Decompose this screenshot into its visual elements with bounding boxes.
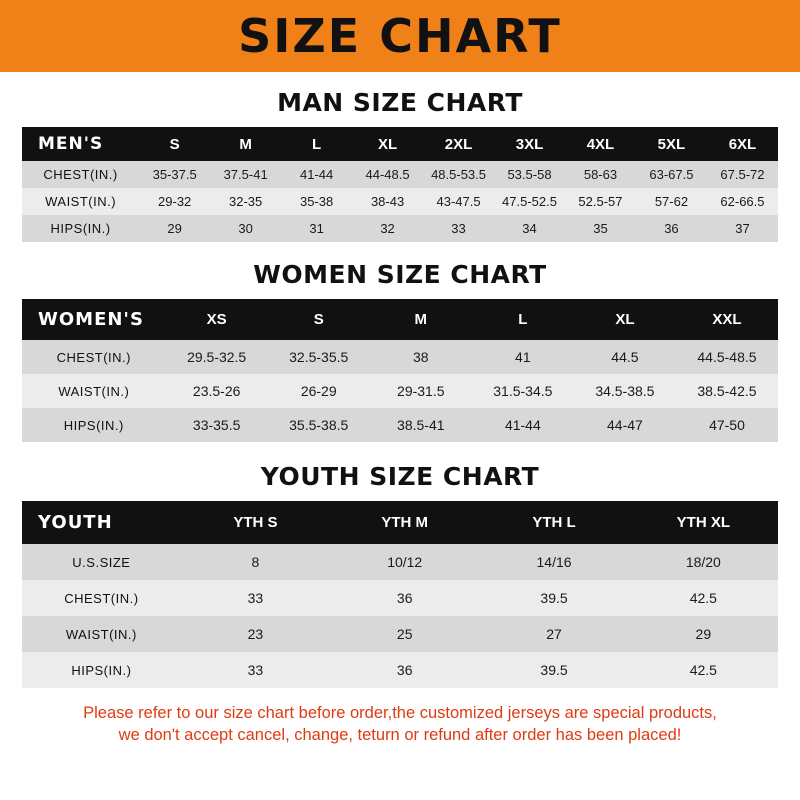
youth-table-head: [22, 501, 778, 544]
women-table-header-label: WOMEN'S: [38, 309, 144, 330]
women-table-body: [22, 340, 778, 442]
youth-cell: 25: [396, 626, 413, 642]
women-cell: 44-47: [607, 417, 643, 433]
table-row: [22, 616, 778, 652]
youth-cell: 39.5: [540, 590, 568, 606]
women-row-label: CHEST(IN.): [56, 349, 131, 365]
women-table-head: [22, 299, 778, 340]
man-cell: 33: [451, 221, 466, 236]
youth-cell: 27: [546, 626, 562, 642]
header-banner: [0, 0, 800, 72]
women-cell: 35.5-38.5: [289, 417, 349, 433]
youth-column-header: YTH S: [233, 514, 278, 531]
man-cell: 31: [309, 221, 324, 236]
women-cell: 44.5: [611, 349, 639, 365]
man-cell: 37.5-41: [223, 167, 268, 182]
women-column-header: XS: [206, 311, 227, 328]
women-section-title: WOMEN SIZE CHART: [253, 260, 547, 289]
youth-cell: 33: [247, 662, 264, 678]
man-column-header: S: [169, 135, 180, 153]
man-cell: 43-47.5: [436, 194, 481, 209]
youth-cell: 36: [396, 662, 413, 678]
man-cell: 35-37.5: [152, 167, 197, 182]
man-column-header: M: [239, 135, 252, 153]
women-cell: 34.5-38.5: [595, 383, 655, 399]
man-cell: 38-43: [370, 194, 405, 209]
women-column-header: L: [518, 311, 528, 328]
youth-row-label: CHEST(IN.): [64, 590, 139, 606]
youth-column-header: YTH XL: [676, 514, 731, 531]
man-cell: 63-67.5: [649, 167, 694, 182]
youth-cell: 42.5: [689, 662, 717, 678]
women-cell: 41: [515, 349, 531, 365]
women-column-header: M: [414, 311, 428, 328]
women-cell: 33-35.5: [192, 417, 241, 433]
youth-row-label: U.S.SIZE: [72, 554, 131, 570]
women-cell: 23.5-26: [192, 383, 241, 399]
youth-cell: 10/12: [387, 554, 423, 570]
youth-cell: 42.5: [689, 590, 717, 606]
youth-row-label: WAIST(IN.): [65, 626, 137, 642]
table-row: [22, 408, 778, 442]
man-cell: 34: [522, 221, 537, 236]
order-notice-line-1: Please refer to our size chart before order,the customized jerseys are special products,: [83, 704, 717, 722]
man-column-header: XL: [377, 135, 398, 153]
man-cell: 47.5-52.5: [502, 194, 557, 209]
man-column-header: 4XL: [586, 135, 615, 153]
man-table-head: [22, 127, 778, 161]
youth-size-table: [22, 501, 778, 688]
youth-cell: 14/16: [536, 554, 572, 570]
man-column-header: 6XL: [728, 135, 757, 153]
man-column-header: 3XL: [515, 135, 544, 153]
youth-table-header-label: YOUTH: [38, 512, 113, 533]
man-section-title: MAN SIZE CHART: [277, 88, 523, 117]
table-row: [22, 161, 778, 188]
man-size-table: [22, 127, 778, 242]
man-cell: 35-38: [299, 194, 334, 209]
man-cell: 57-62: [654, 194, 689, 209]
man-cell: 30: [238, 221, 253, 236]
women-cell: 38.5-42.5: [697, 383, 757, 399]
man-cell: 58-63: [583, 167, 618, 182]
women-cell: 44.5-48.5: [697, 349, 757, 365]
man-cell: 44-48.5: [365, 167, 410, 182]
women-cell: 29-31.5: [397, 383, 445, 399]
women-cell: 38.5-41: [397, 417, 445, 433]
youth-row-label: HIPS(IN.): [71, 662, 132, 678]
man-cell: 53.5-58: [507, 167, 552, 182]
women-row-label: HIPS(IN.): [63, 417, 124, 433]
man-cell: 41-44: [299, 167, 334, 182]
table-row: [22, 374, 778, 408]
youth-cell: 23: [247, 626, 264, 642]
women-column-header: S: [313, 311, 324, 328]
youth-cell: 18/20: [685, 554, 721, 570]
youth-cell: 8: [251, 554, 260, 570]
women-size-table: [22, 299, 778, 442]
man-row-label: HIPS(IN.): [50, 221, 111, 236]
women-cell: 38: [412, 349, 429, 365]
table-row: [22, 580, 778, 616]
table-row: [22, 340, 778, 374]
women-column-header: XXL: [712, 311, 742, 328]
page-title: SIZE CHART: [238, 9, 562, 63]
table-row: [22, 215, 778, 242]
man-cell: 36: [664, 221, 679, 236]
table-row: [22, 188, 778, 215]
women-cell: 47-50: [709, 417, 745, 433]
table-header-row: [22, 299, 778, 340]
man-table-body: [22, 161, 778, 242]
order-notice: [22, 702, 778, 747]
table-row: [22, 544, 778, 580]
man-cell: 32: [380, 221, 395, 236]
man-cell: 67.5-72: [720, 167, 765, 182]
content-area: [0, 88, 800, 747]
man-cell: 32-35: [229, 194, 263, 209]
women-row-label: WAIST(IN.): [58, 383, 130, 399]
man-cell: 29-32: [158, 194, 192, 209]
man-cell: 48.5-53.5: [431, 167, 486, 182]
table-row: [22, 652, 778, 688]
man-cell: 35: [593, 221, 608, 236]
youth-cell: 39.5: [540, 662, 568, 678]
man-cell: 37: [735, 221, 750, 236]
man-column-header: L: [312, 135, 322, 153]
order-notice-line-2: we don't accept cancel, change, teturn or refund after order has been placed!: [118, 726, 682, 745]
women-cell: 29.5-32.5: [187, 349, 247, 365]
table-header-row: [22, 501, 778, 544]
youth-column-header: YTH M: [381, 514, 429, 531]
women-cell: 31.5-34.5: [493, 383, 553, 399]
man-row-label: CHEST(IN.): [43, 167, 118, 182]
man-table-header-label: MEN'S: [38, 134, 104, 154]
man-column-header: 2XL: [444, 135, 473, 153]
women-cell: 41-44: [504, 417, 541, 433]
youth-cell: 29: [695, 626, 712, 642]
man-cell: 29: [167, 221, 182, 236]
man-column-header: 5XL: [657, 135, 686, 153]
youth-column-header: YTH L: [532, 514, 576, 531]
man-cell: 62-66.5: [720, 194, 765, 209]
women-cell: 26-29: [300, 383, 337, 399]
youth-section-title: YOUTH SIZE CHART: [260, 462, 540, 491]
table-header-row: [22, 127, 778, 161]
youth-cell: 33: [247, 590, 264, 606]
man-row-label: WAIST(IN.): [45, 194, 117, 209]
women-cell: 32.5-35.5: [289, 349, 349, 365]
man-cell: 52.5-57: [578, 194, 623, 209]
women-column-header: XL: [615, 311, 635, 328]
youth-cell: 36: [396, 590, 413, 606]
youth-table-body: [22, 544, 778, 688]
